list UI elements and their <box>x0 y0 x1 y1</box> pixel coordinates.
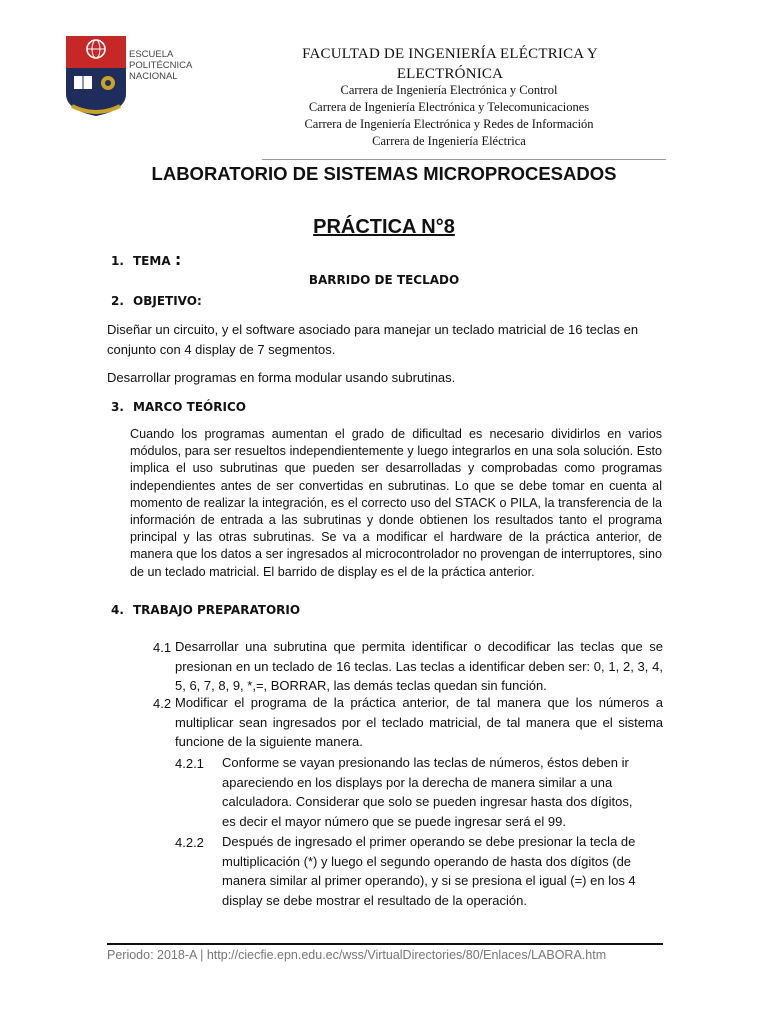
item-text: Conforme se vayan presionando las teclas de números, éstos deben ir apareciendo en los displays por la derecha de manera similar a una calculadora. Considerar que solo se pueden ingresar hasta dos dígitos, es decir el mayor número que se puede ingresar será el 99. <box>222 755 633 829</box>
logo-line: NACIONAL <box>129 71 178 82</box>
item-number: 4.2 <box>153 696 172 711</box>
item-text: Desarrollar una subrutina que permita identificar o decodificar las teclas que se presionan en un teclado de 16 teclas. Las teclas a identificar deben ser: 0, 1, 2, 3, 4, 5, 6, 7, 8, 9, *,=, BORRAR, las demás teclas quedan sin función. <box>175 639 663 693</box>
faculty-title: FACULTAD DE INGENIERÍA ELÉCTRICA Y ELECTRÓNICA <box>302 46 598 82</box>
lab-title: LABORATORIO DE SISTEMAS MICROPROCESADOS <box>151 163 617 184</box>
career-line: Carrera de Ingeniería Electrónica y Redes de Información <box>304 117 594 131</box>
careers-list <box>262 82 636 150</box>
objetivo-paragraph: Diseñar un circuito, y el software asociado para manejar un teclado matricial de 16 teclas en conjunto con 4 display de 7 segmentos. <box>107 322 639 357</box>
item-number: 4.2.1 <box>175 756 204 771</box>
section-number: 4. <box>111 603 124 617</box>
marco-paragraph: Cuando los programas aumentan el grado de dificultad es necesario dividirlos en varios módulos, para ser resueltos independientemente y luego integrarlos en una sola solución. Esto implica el uso subrutinas que pueden ser desarrolladas y comprobadas como programas independientes antes de ser convertidas en subrutinas. Lo que se debe tomar en cuenta al momento de realizar la integración, es el correcto uso del STACK o PILA, la transferencia de la información de entrada a las subrutinas y donde obtienen los resultados tanto el programa principal y las otras subrutinas. Se va a modificar el hardware de la práctica anterior, de manera que los datos a ser ingresados al microcontrolador no provengan de interruptores, sino de un teclado matricial. El barrido de display es el de la práctica anterior. <box>130 427 662 579</box>
objetivo-paragraph: Desarrollar programas en forma modular usando subrutinas. <box>107 370 456 385</box>
practice-title: PRÁCTICA N°8 <box>313 216 455 238</box>
trabajo-item-4-1 <box>175 637 663 696</box>
section-label: TEMA <box>133 254 171 268</box>
section-label: MARCO TEÓRICO <box>133 400 246 414</box>
item-text: Modificar el programa de la práctica anterior, de tal manera que los números a multiplicar sean ingresados por el teclado matricial, de tal manera que el sistema funcione de la siguiente manera. <box>175 695 663 749</box>
career-line: Carrera de Ingeniería Electrónica y Control <box>340 83 558 97</box>
section-tema-heading <box>111 250 181 269</box>
section-marco-heading <box>111 400 246 414</box>
section-label: OBJETIVO: <box>133 294 202 308</box>
logo-line: ESCUELA <box>129 49 174 60</box>
trabajo-item-4-2-1 <box>222 753 642 831</box>
trabajo-item-4-2-2 <box>222 832 642 910</box>
item-number: 4.1 <box>153 640 172 655</box>
header-divider <box>262 159 666 160</box>
institution-logo <box>66 36 192 120</box>
page-footer: Periodo: 2018-A | http://ciecfie.epn.edu.ec/wss/VirtualDirectories/80/Enlaces/LABORA.htm <box>107 948 607 962</box>
section-label: TRABAJO PREPARATORIO <box>133 603 301 617</box>
career-line: Carrera de Ingeniería Electrónica y Telecomunicaciones <box>308 100 590 114</box>
section-number: 3. <box>111 400 124 414</box>
logo-line: POLITÉCNICA <box>129 60 193 71</box>
trabajo-item-4-2 <box>175 693 663 752</box>
item-number: 4.2.2 <box>175 835 204 850</box>
section-colon: : <box>174 250 182 269</box>
tema-value: BARRIDO DE TECLADO <box>308 273 460 287</box>
section-trabajo-heading <box>111 603 300 617</box>
section-number: 2. <box>111 294 124 308</box>
career-line: Carrera de Ingeniería Eléctrica <box>372 134 526 148</box>
logo-wordmark <box>129 49 192 82</box>
footer-divider <box>107 943 663 945</box>
section-number: 1. <box>111 254 124 268</box>
epn-shield-icon <box>66 36 126 120</box>
item-text: Después de ingresado el primer operando se debe presionar la tecla de multiplicación (*) y luego el segundo operando de hasta dos dígitos (de manera similar al primer operando), y si se presiona el igual (=) en los 4 display se debe mostrar el resultado de la operación. <box>222 834 636 908</box>
section-objetivo-heading <box>111 294 202 308</box>
